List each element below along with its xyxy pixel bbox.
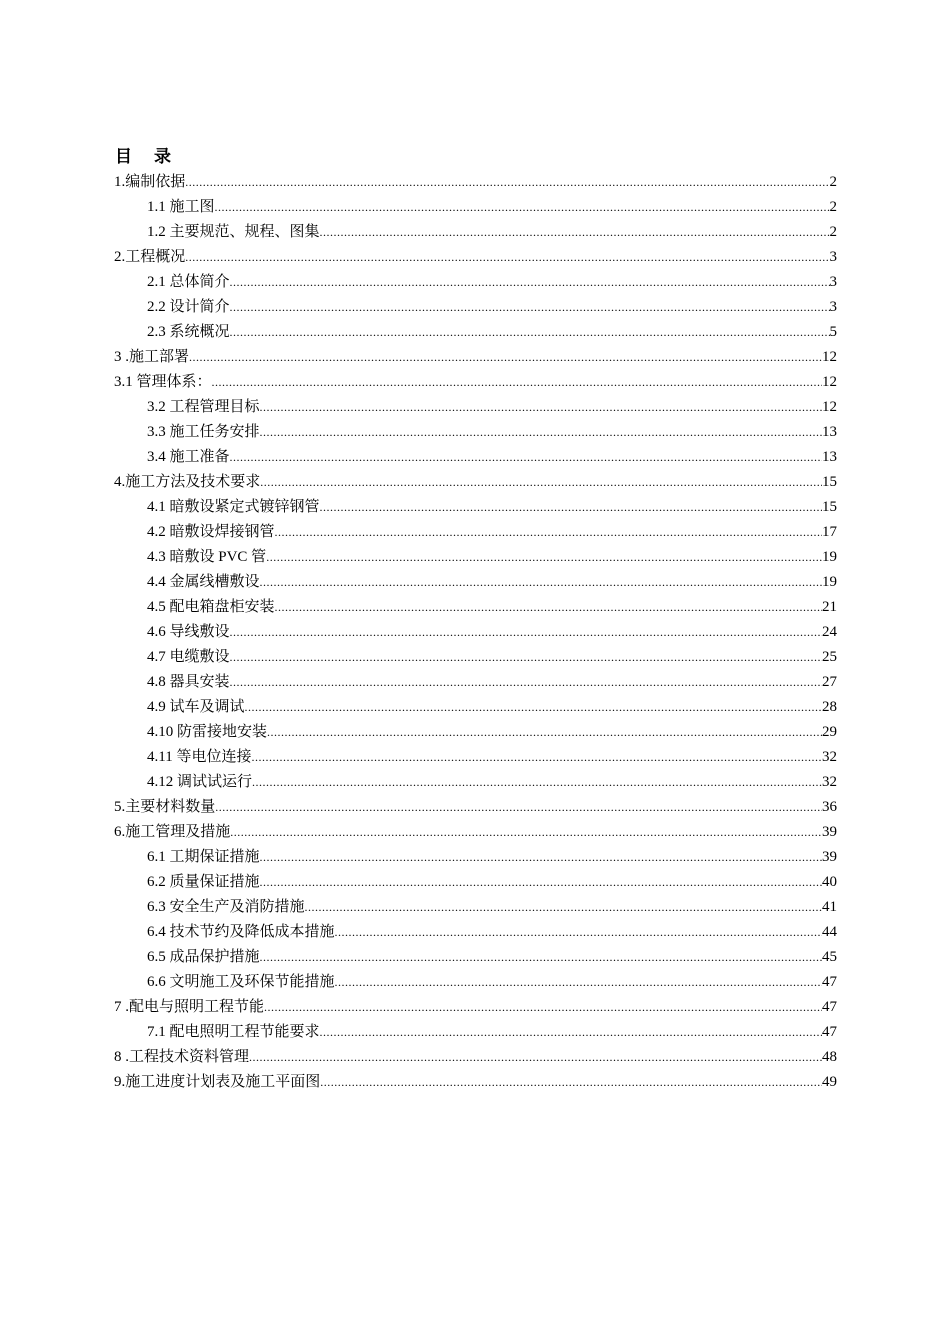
- toc-dot-leader: [335, 970, 822, 995]
- toc-entry[interactable]: [114, 995, 837, 1020]
- toc-entry-label: 3.1 管理体系：: [114, 374, 212, 390]
- toc-entry-page-number: 12: [822, 374, 837, 390]
- toc-entry-label: 5.主要材料数量: [114, 799, 216, 815]
- toc-entry-page-number: 32: [822, 749, 837, 765]
- toc-entry[interactable]: [114, 395, 837, 420]
- toc-dot-leader: [215, 195, 830, 220]
- toc-entry-label: 7.1 配电照明工程节能要求: [147, 1024, 320, 1040]
- toc-entry-label: 4.1 暗敷设紧定式镀锌钢管: [147, 499, 320, 515]
- toc-dot-leader: [215, 795, 822, 820]
- toc-entry-label: 4.3 暗敷设 PVC 管: [147, 549, 267, 565]
- toc-entry-label: 4.2 暗敷设焊接钢管: [147, 524, 275, 540]
- toc-entry[interactable]: [114, 820, 837, 845]
- toc-entry[interactable]: [114, 1045, 837, 1070]
- toc-entry-page-number: 5: [829, 324, 837, 340]
- toc-entry[interactable]: [114, 370, 837, 395]
- toc-dot-leader: [320, 495, 822, 520]
- toc-entry-page-number: 15: [822, 474, 837, 490]
- toc-entry[interactable]: [114, 945, 837, 970]
- toc-entry-label: 1.1 施工图: [147, 199, 215, 215]
- toc-entry[interactable]: [114, 170, 837, 195]
- toc-entry-page-number: 3: [829, 274, 837, 290]
- toc-entry[interactable]: [114, 770, 837, 795]
- toc-entry-page-number: 36: [822, 799, 837, 815]
- toc-entry-label: 1.编制依据: [114, 174, 186, 190]
- toc-entry-label: 6.3 安全生产及消防措施: [147, 899, 305, 915]
- toc-entry[interactable]: [114, 245, 837, 270]
- toc-entry[interactable]: [114, 545, 837, 570]
- toc-dot-leader: [335, 920, 822, 945]
- toc-dot-leader: [320, 1020, 822, 1045]
- toc-entry-label: 4.施工方法及技术要求: [114, 474, 261, 490]
- toc-entry[interactable]: [114, 845, 837, 870]
- toc-entry[interactable]: [114, 220, 837, 245]
- toc-entry-page-number: 13: [822, 449, 837, 465]
- toc-entry-label: 8 .工程技术资料管理: [114, 1049, 250, 1065]
- toc-entry[interactable]: [114, 795, 837, 820]
- toc-entry[interactable]: [114, 1070, 837, 1095]
- toc-entry-label: 2.1 总体简介: [147, 274, 230, 290]
- toc-entry-label: 2.2 设计简介: [147, 299, 230, 315]
- toc-entry[interactable]: [114, 295, 837, 320]
- toc-title: 目录: [115, 147, 193, 166]
- toc-entry-page-number: 24: [822, 624, 837, 640]
- toc-entry-label: 6.5 成品保护措施: [147, 949, 260, 965]
- toc-entry-page-number: 28: [822, 699, 837, 715]
- toc-entry-label: 4.8 器具安装: [147, 674, 230, 690]
- toc-dot-leader: [266, 545, 822, 570]
- toc-dot-leader: [260, 395, 822, 420]
- toc-entry-label: 6.施工管理及措施: [114, 824, 231, 840]
- toc-entry-page-number: 21: [822, 599, 837, 615]
- toc-entry-label: 2.工程概况: [114, 249, 186, 265]
- toc-dot-leader: [264, 995, 822, 1020]
- toc-entry-page-number: 3: [829, 299, 837, 315]
- toc-entry-page-number: 19: [822, 549, 837, 565]
- toc-dot-leader: [249, 1045, 822, 1070]
- toc-entry-page-number: 44: [822, 924, 837, 940]
- toc-entry[interactable]: [114, 645, 837, 670]
- toc-entry-label: 4.6 导线敷设: [147, 624, 230, 640]
- toc-dot-leader: [260, 470, 822, 495]
- toc-entry-label: 4.4 金属线槽敷设: [147, 574, 260, 590]
- toc-dot-leader: [230, 445, 822, 470]
- toc-dot-leader: [305, 895, 822, 920]
- toc-entry-page-number: 27: [822, 674, 837, 690]
- toc-entry-page-number: 3: [829, 249, 837, 265]
- toc-dot-leader: [260, 570, 822, 595]
- toc-entry-page-number: 19: [822, 574, 837, 590]
- toc-entry[interactable]: [114, 620, 837, 645]
- toc-entry-page-number: 15: [822, 499, 837, 515]
- toc-entry[interactable]: [114, 720, 837, 745]
- table-of-contents: [114, 170, 837, 1095]
- toc-entry-page-number: 40: [822, 874, 837, 890]
- toc-entry-label: 7 .配电与照明工程节能: [114, 999, 265, 1015]
- toc-dot-leader: [230, 620, 822, 645]
- toc-entry[interactable]: [114, 270, 837, 295]
- toc-entry-label: 9.施工进度计划表及施工平面图: [114, 1074, 321, 1090]
- toc-entry-page-number: 45: [822, 949, 837, 965]
- toc-entry-label: 4.9 试车及调试: [147, 699, 245, 715]
- toc-dot-leader: [275, 520, 822, 545]
- toc-dot-leader: [189, 345, 822, 370]
- toc-entry-label: 4.7 电缆敷设: [147, 649, 230, 665]
- toc-dot-leader: [320, 1070, 822, 1095]
- toc-dot-leader: [230, 270, 830, 295]
- toc-dot-leader: [267, 720, 822, 745]
- toc-entry-page-number: 29: [822, 724, 837, 740]
- toc-entry[interactable]: [114, 695, 837, 720]
- toc-entry[interactable]: [114, 1020, 837, 1045]
- toc-entry[interactable]: [114, 520, 837, 545]
- toc-entry-page-number: 49: [822, 1074, 837, 1090]
- toc-entry[interactable]: [114, 470, 837, 495]
- toc-entry-label: 1.2 主要规范、规程、图集: [147, 224, 320, 240]
- toc-entry-label: 6.6 文明施工及环保节能措施: [147, 974, 335, 990]
- toc-entry-label: 4.10 防雷接地安装: [147, 724, 268, 740]
- toc-dot-leader: [185, 245, 829, 270]
- toc-entry-page-number: 39: [822, 849, 837, 865]
- toc-dot-leader: [230, 645, 822, 670]
- toc-entry-label: 4.5 配电箱盘柜安装: [147, 599, 275, 615]
- toc-entry-page-number: 25: [822, 649, 837, 665]
- toc-dot-leader: [230, 820, 822, 845]
- toc-entry[interactable]: [114, 670, 837, 695]
- toc-dot-leader: [260, 845, 822, 870]
- toc-entry-page-number: 2: [829, 224, 837, 240]
- toc-entry-page-number: 47: [822, 1024, 837, 1040]
- toc-entry[interactable]: [114, 870, 837, 895]
- toc-entry-page-number: 2: [829, 174, 837, 190]
- toc-dot-leader: [260, 870, 822, 895]
- toc-dot-leader: [185, 170, 829, 195]
- toc-dot-leader: [230, 320, 830, 345]
- toc-entry[interactable]: [114, 345, 837, 370]
- toc-entry[interactable]: [114, 495, 837, 520]
- toc-entry-page-number: 41: [822, 899, 837, 915]
- toc-entry-label: 4.12 调试试运行: [147, 774, 253, 790]
- toc-entry[interactable]: [114, 570, 837, 595]
- toc-dot-leader: [275, 595, 822, 620]
- toc-entry-label: 3.4 施工准备: [147, 449, 230, 465]
- toc-entry[interactable]: [114, 195, 837, 220]
- toc-entry-label: 3.3 施工任务安排: [147, 424, 260, 440]
- toc-dot-leader: [252, 770, 822, 795]
- toc-entry[interactable]: [114, 745, 837, 770]
- toc-entry-page-number: 48: [822, 1049, 837, 1065]
- toc-entry-label: 6.4 技术节约及降低成本措施: [147, 924, 335, 940]
- toc-dot-leader: [245, 695, 822, 720]
- toc-entry-label: 3.2 工程管理目标: [147, 399, 260, 415]
- toc-entry[interactable]: [114, 895, 837, 920]
- toc-dot-leader: [230, 295, 830, 320]
- toc-entry-label: 4.11 等电位连接: [147, 749, 252, 765]
- toc-entry-page-number: 47: [822, 999, 837, 1015]
- toc-entry[interactable]: [114, 595, 837, 620]
- toc-dot-leader: [260, 420, 822, 445]
- toc-entry-page-number: 32: [822, 774, 837, 790]
- toc-entry-label: 2.3 系统概况: [147, 324, 230, 340]
- toc-entry-page-number: 12: [822, 349, 837, 365]
- toc-entry-page-number: 17: [822, 524, 837, 540]
- toc-entry-label: 6.2 质量保证措施: [147, 874, 260, 890]
- toc-dot-leader: [230, 670, 822, 695]
- toc-dot-leader: [212, 370, 822, 395]
- toc-dot-leader: [260, 945, 822, 970]
- toc-entry-page-number: 2: [829, 199, 837, 215]
- toc-dot-leader: [320, 220, 830, 245]
- toc-entry-page-number: 12: [822, 399, 837, 415]
- toc-entry-label: 6.1 工期保证措施: [147, 849, 260, 865]
- toc-entry[interactable]: [114, 920, 837, 945]
- toc-entry-page-number: 47: [822, 974, 837, 990]
- toc-entry[interactable]: [114, 420, 837, 445]
- toc-entry[interactable]: [114, 970, 837, 995]
- toc-entry[interactable]: [114, 445, 837, 470]
- toc-entry-label: 3 .施工部署: [114, 349, 190, 365]
- toc-entry-page-number: 39: [822, 824, 837, 840]
- toc-entry-page-number: 13: [822, 424, 837, 440]
- toc-entry[interactable]: [114, 320, 837, 345]
- toc-dot-leader: [251, 745, 822, 770]
